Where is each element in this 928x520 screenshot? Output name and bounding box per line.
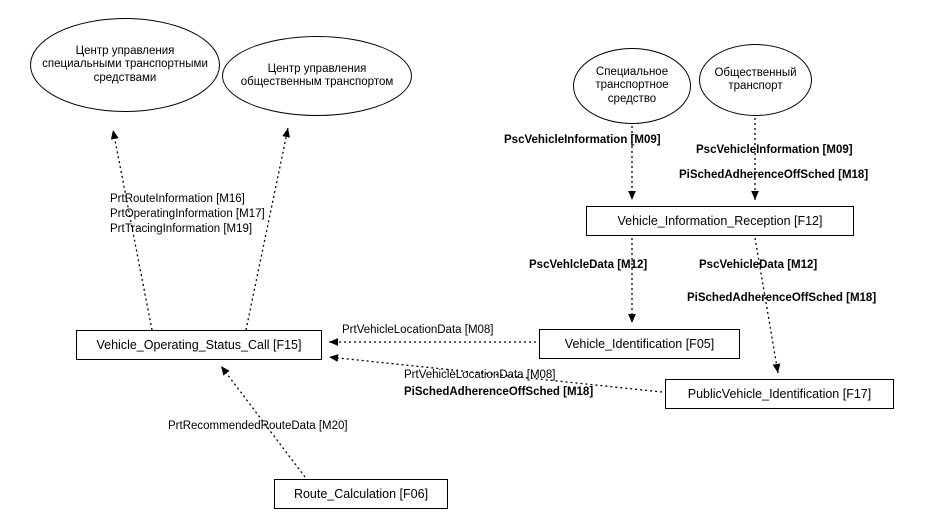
node-label: Route_Calculation [F06] <box>293 487 429 501</box>
flow-label-psc-vehicle-information-special: PscVehicleInformation [M09] <box>504 134 661 146</box>
flow-label-pi-sched-adherence-offsched-top: PiSchedAdherenceOffSched [M18] <box>679 169 869 181</box>
node-special-vehicle[interactable] <box>573 48 691 124</box>
flow-label-pi-sched-adherence-offsched-middle: PiSchedAdherenceOffSched [M18] <box>687 292 877 304</box>
node-label: Vehicle_Operating_Status_Call [F15] <box>96 338 302 352</box>
flow-label-pi-sched-adherence-offsched-lower: PiSchedAdherenceOffSched [M18] <box>404 386 594 398</box>
edge-f15-to-public-center <box>246 128 288 330</box>
node-label: Vehicle_Identification [F05] <box>564 337 715 351</box>
node-vehicle-information-reception-f12[interactable] <box>586 206 854 236</box>
node-route-calculation-f06[interactable] <box>274 479 448 509</box>
flow-label-psc-vehicle-information-public: PscVehicleInformation [M09] <box>696 144 853 156</box>
node-vehicle-identification-f05[interactable] <box>539 329 740 359</box>
node-special-transport-control-center[interactable] <box>30 18 220 112</box>
node-label: Центр управления специальными транспортными средствами <box>42 44 208 84</box>
flow-label-psc-vehicle-data-special: PscVehlcleData [M12] <box>529 259 648 271</box>
node-public-transport-control-center[interactable] <box>222 36 412 116</box>
node-label: Общественный транспорт <box>714 66 797 92</box>
flow-label-prt-route-information: PrtRouteInformation [M16] <box>110 193 245 205</box>
node-public-vehicle-identification-f17[interactable] <box>665 379 894 409</box>
node-public-vehicle[interactable] <box>699 44 812 116</box>
flow-label-psc-vehicle-data-public: PscVehicleData [M12] <box>699 259 818 271</box>
flow-label-prt-operating-information: PrtOperatingInformation [M17] <box>110 208 265 220</box>
flow-label-prt-tracing-information: PrtTracingInformation [M19] <box>110 223 253 235</box>
flow-label-prt-vehicle-location-data-upper: PrtVehicleLocationData [M08] <box>342 324 494 336</box>
flow-label-prt-vehicle-location-data-lower: PrtVehicleLocationData [M08] <box>404 369 556 381</box>
node-vehicle-operating-status-call-f15[interactable] <box>76 330 322 360</box>
node-label: Vehicle_Information_Reception [F12] <box>617 214 823 228</box>
node-label: Специальное транспортное средство <box>595 65 669 105</box>
flow-label-prt-recommended-route-data: PrtRecommendedRouteData [M20] <box>168 420 348 432</box>
node-label: PublicVehicle_Identification [F17] <box>687 387 872 401</box>
node-label: Центр управления общественным транспортом <box>240 62 394 88</box>
